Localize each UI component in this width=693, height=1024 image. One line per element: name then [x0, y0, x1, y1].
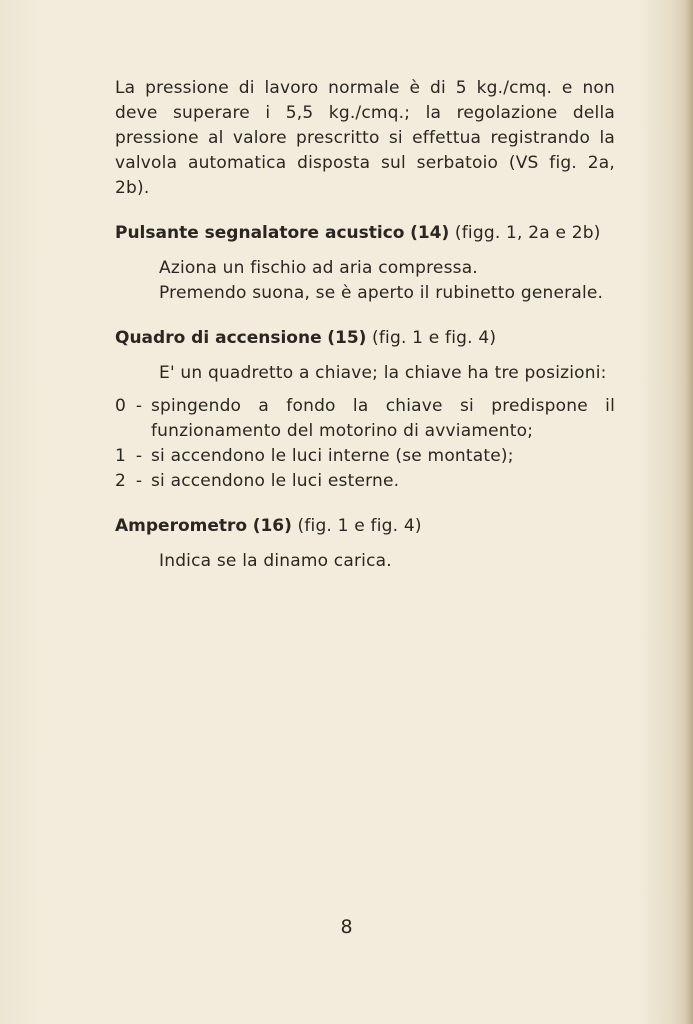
list-number: 2 — [115, 471, 127, 491]
section-body-horn — [115, 256, 615, 306]
list-text: si accendono le luci interne (se montate); — [151, 446, 514, 466]
list-item — [115, 394, 615, 444]
section-ref: (fig. 1 e fig. 4) — [372, 328, 497, 348]
body-line: Aziona un fischio ad aria compressa. — [159, 258, 478, 278]
section-ref: (figg. 1, 2a e 2b) — [454, 223, 601, 243]
list-number: 1 — [115, 446, 127, 466]
section-heading-ignition — [115, 326, 615, 351]
page-number: 8 — [340, 916, 353, 938]
list-dash: - — [135, 446, 143, 466]
section-number: (15) — [327, 328, 367, 348]
list-dash: - — [135, 396, 143, 416]
section-ref: (fig. 1 e fig. 4) — [297, 516, 422, 536]
list-text: si accendono le luci esterne. — [151, 471, 400, 491]
section-body-ignition — [115, 361, 615, 494]
list-number: 0 — [115, 396, 127, 416]
list-item — [115, 469, 615, 494]
section-body-ammeter — [115, 549, 615, 574]
list-item — [115, 444, 615, 469]
body-line: E' un quadretto a chiave; la chiave ha tre posizioni: — [159, 363, 607, 383]
section-number: (16) — [252, 516, 292, 536]
list-dash: - — [135, 471, 143, 491]
section-heading-horn — [115, 221, 615, 246]
page-edge — [685, 0, 693, 1024]
section-title: Quadro di accensione — [115, 328, 322, 348]
page-content — [115, 76, 615, 574]
body-line: Indica se la dinamo carica. — [159, 551, 392, 571]
body-line: Premendo suona, se è aperto il rubinetto generale. — [159, 283, 604, 303]
section-title: Pulsante segnalatore acustico — [115, 223, 405, 243]
section-heading-ammeter — [115, 514, 615, 539]
section-title: Amperometro — [115, 516, 248, 536]
position-list — [115, 394, 615, 494]
section-number: (14) — [410, 223, 450, 243]
intro-paragraph: La pressione di lavoro normale è di 5 kg./cmq. e non deve superare i 5,5 kg./cmq.; la regolazione della pressione al valore prescritto si effettua registrando la valvola automatica disposta sul serbatoio (VS fig. 2a, 2b). — [115, 78, 615, 198]
list-text: spingendo a fondo la chiave si predispone il funzionamento del motorino di avviamento; — [151, 396, 615, 441]
